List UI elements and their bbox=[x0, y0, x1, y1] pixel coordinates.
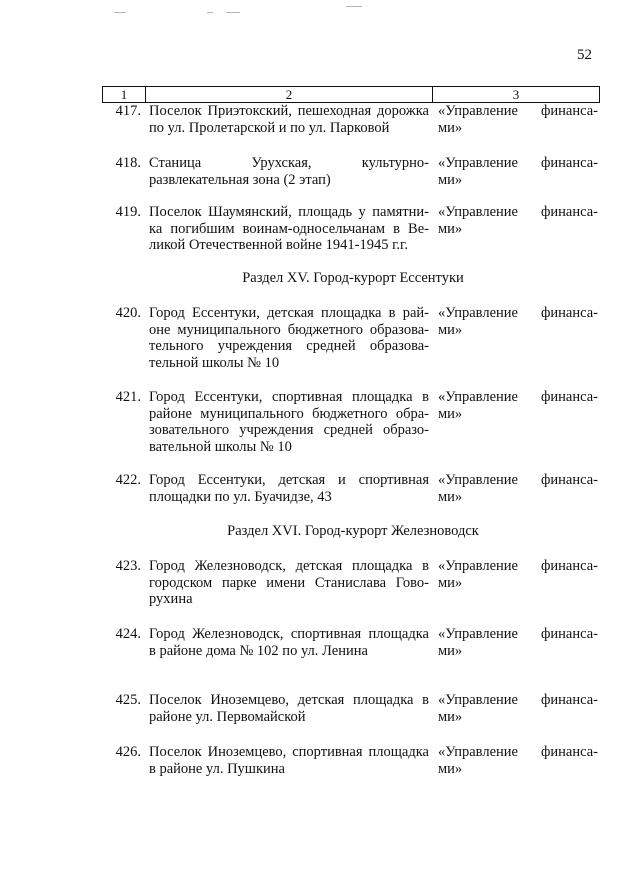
header-col-2: 2 bbox=[146, 87, 433, 102]
section-title: Раздел XV. Город-курорт Ессентуки bbox=[242, 270, 464, 286]
row-description bbox=[149, 692, 429, 725]
responsible-line: «Управление финанса- bbox=[438, 472, 598, 488]
scan-mark bbox=[114, 12, 126, 13]
description-line: рухина bbox=[149, 591, 193, 607]
row-description bbox=[149, 204, 429, 254]
row-description bbox=[149, 472, 429, 505]
page-number: 52 bbox=[577, 47, 592, 63]
row-description bbox=[149, 558, 429, 608]
description-line: Город Железноводск, спортивная площадка bbox=[149, 626, 429, 642]
description-line: Поселок Шаумянский, площадь у памятни- bbox=[149, 204, 429, 220]
description-line: городском парке имени Станислава Гово- bbox=[149, 574, 429, 591]
responsible-line: ми» bbox=[438, 642, 463, 659]
description-line: Поселок Приэтокский, пешеходная дорожка bbox=[149, 103, 429, 119]
responsible-line: ми» bbox=[438, 321, 463, 338]
responsible-line: ми» bbox=[438, 119, 463, 136]
description-line: тельной школы № 10 bbox=[149, 354, 280, 371]
scan-mark bbox=[207, 12, 213, 13]
description-line: вательной школы № 10 bbox=[149, 438, 292, 455]
description-line: ка погибшим воинам-односельчанам в Ве- bbox=[149, 220, 429, 237]
responsible-line: ми» bbox=[438, 405, 463, 422]
description-line: зовательного учреждения средней образо- bbox=[149, 422, 429, 438]
description-line: районе ул. Первомайской bbox=[149, 708, 306, 725]
row-responsible bbox=[438, 626, 598, 659]
responsible-line: «Управление финанса- bbox=[438, 305, 598, 321]
description-line: площадки по ул. Буачидзе, 43 bbox=[149, 488, 332, 505]
row-responsible bbox=[438, 692, 598, 725]
row-responsible bbox=[438, 204, 598, 237]
responsible-line: «Управление финанса- bbox=[438, 558, 598, 574]
row-description bbox=[149, 744, 429, 777]
row-description bbox=[149, 305, 429, 371]
responsible-line: «Управление финанса- bbox=[438, 155, 598, 171]
row-responsible bbox=[438, 472, 598, 505]
row-responsible bbox=[438, 305, 598, 338]
row-number: 423. bbox=[115, 558, 141, 574]
row-responsible bbox=[438, 744, 598, 777]
header-col-3: 3 bbox=[512, 87, 520, 102]
responsible-line: «Управление финанса- bbox=[438, 103, 598, 119]
responsible-line: ми» bbox=[438, 171, 463, 188]
description-line: Город Ессентуки, детская площадка в рай- bbox=[149, 305, 429, 321]
row-description bbox=[149, 155, 429, 188]
description-line: районе муниципального бюджетного обра- bbox=[149, 405, 429, 422]
section-title: Раздел XVI. Город-курорт Железноводск bbox=[227, 523, 479, 539]
row-number: 421. bbox=[115, 389, 141, 405]
row-number: 420. bbox=[115, 305, 141, 321]
description-line: Поселок Иноземцево, детская площадка в bbox=[149, 692, 429, 708]
scan-mark bbox=[226, 12, 240, 13]
responsible-line: «Управление финанса- bbox=[438, 744, 598, 760]
description-line: в районе дома № 102 по ул. Ленина bbox=[149, 642, 368, 659]
responsible-line: ми» bbox=[438, 220, 463, 237]
description-line: в районе ул. Пушкина bbox=[149, 760, 285, 777]
row-description bbox=[149, 103, 429, 136]
header-col-1: 1 bbox=[103, 87, 146, 102]
row-number: 419. bbox=[115, 204, 141, 220]
row-number: 424. bbox=[115, 626, 141, 642]
row-number: 426. bbox=[115, 744, 141, 760]
responsible-line: ми» bbox=[438, 708, 463, 725]
row-description bbox=[149, 389, 429, 455]
description-line: Город Железноводск, детская площадка в bbox=[149, 558, 429, 574]
description-line: Город Ессентуки, спортивная площадка в bbox=[149, 389, 429, 405]
description-line: Город Ессентуки, детская и спортивная bbox=[149, 472, 429, 488]
scan-mark bbox=[346, 6, 362, 7]
description-line: тельного учреждения средней образова- bbox=[149, 338, 429, 354]
description-line: по ул. Пролетарской и по ул. Парковой bbox=[149, 119, 390, 136]
responsible-line: «Управление финанса- bbox=[438, 626, 598, 642]
description-line: Поселок Иноземцево, спортивная площадка bbox=[149, 744, 429, 760]
responsible-line: «Управление финанса- bbox=[438, 692, 598, 708]
description-line: Станица Урухская, культурно- bbox=[149, 155, 429, 171]
responsible-line: «Управление финанса- bbox=[438, 389, 598, 405]
row-responsible bbox=[438, 558, 598, 591]
responsible-line: ми» bbox=[438, 488, 463, 505]
table-header bbox=[102, 86, 600, 103]
row-number: 422. bbox=[115, 472, 141, 488]
responsible-line: «Управление финанса- bbox=[438, 204, 598, 220]
row-responsible bbox=[438, 155, 598, 188]
row-responsible bbox=[438, 389, 598, 422]
responsible-line: ми» bbox=[438, 760, 463, 777]
description-line: ликой Отечественной войне 1941-1945 г.г. bbox=[149, 237, 408, 253]
description-line: развлекательная зона (2 этап) bbox=[149, 171, 331, 188]
description-line: оне муниципального бюджетного образова- bbox=[149, 321, 429, 338]
row-number: 417. bbox=[115, 103, 141, 119]
row-number: 425. bbox=[115, 692, 141, 708]
row-description bbox=[149, 626, 429, 659]
row-number: 418. bbox=[115, 155, 141, 171]
responsible-line: ми» bbox=[438, 574, 463, 591]
row-responsible bbox=[438, 103, 598, 136]
